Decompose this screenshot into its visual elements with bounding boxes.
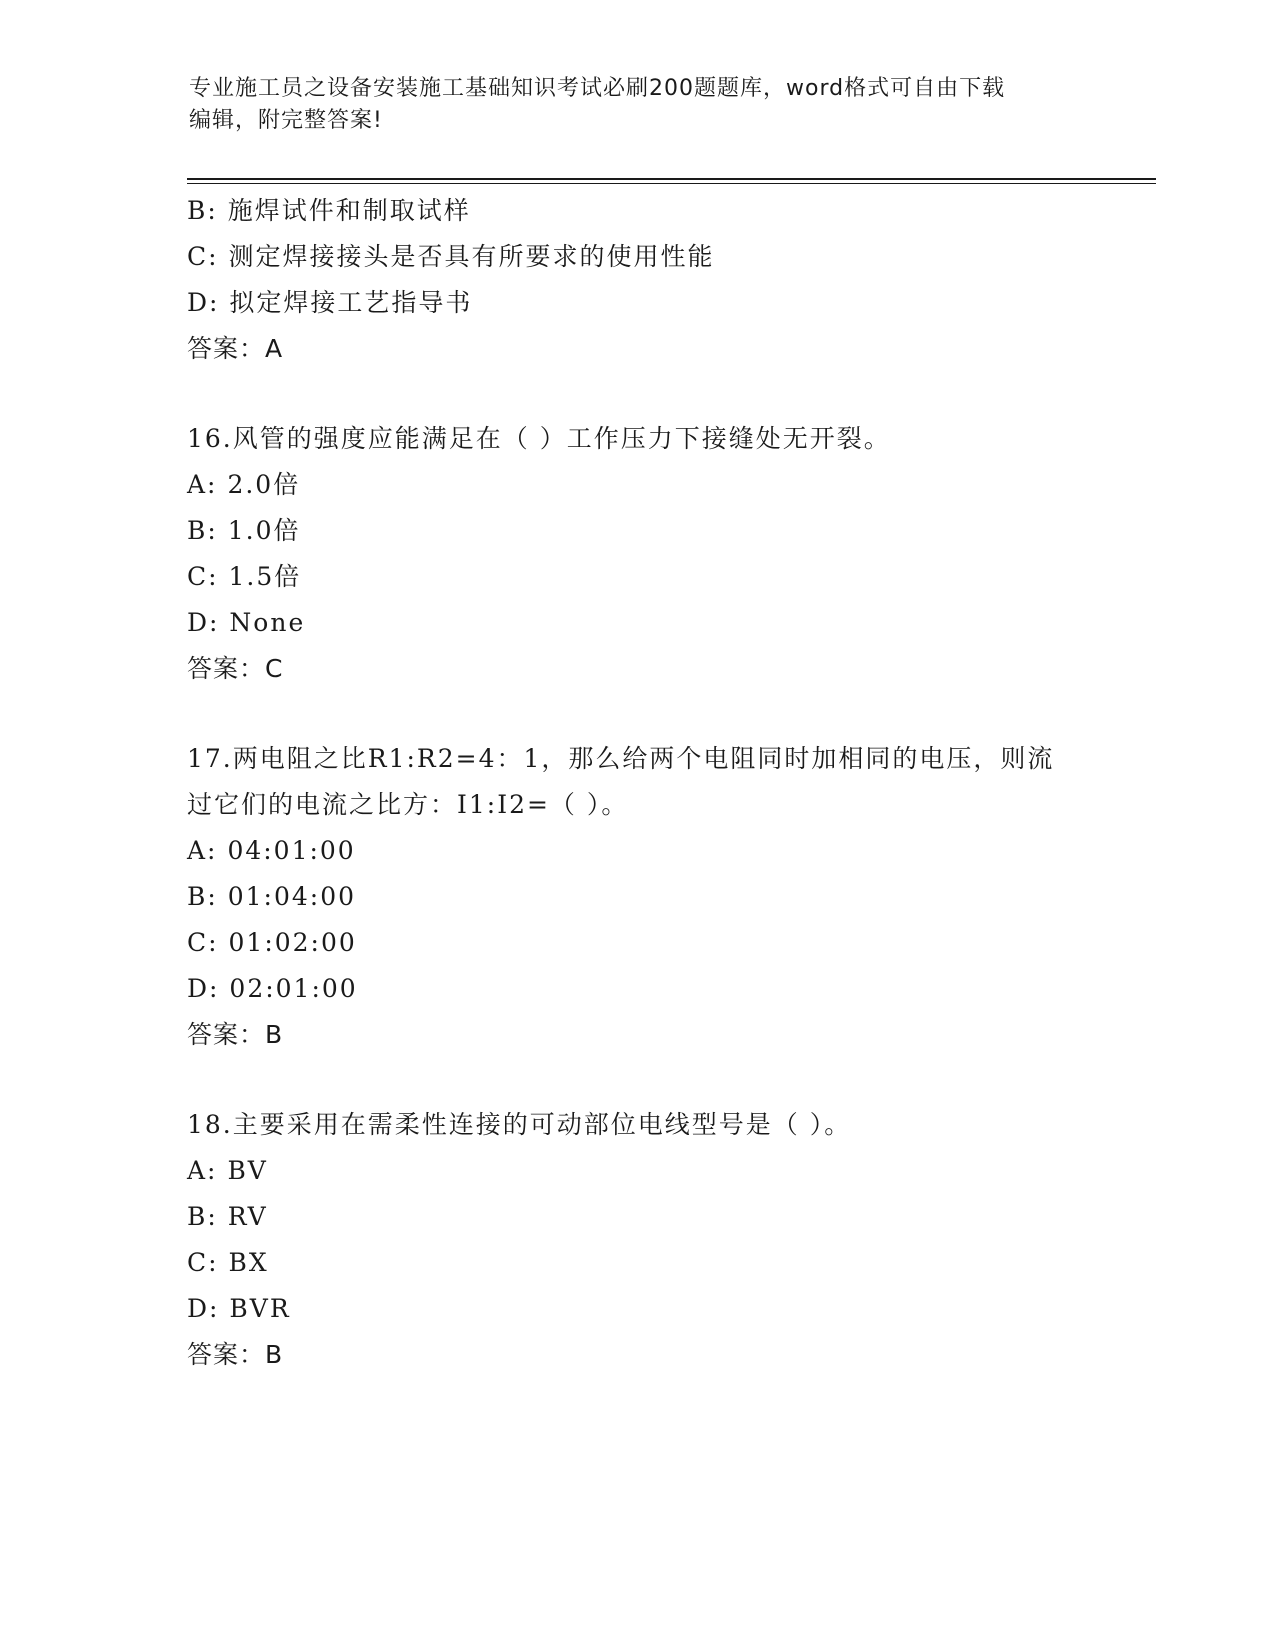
question-15-continuation (187, 188, 1107, 372)
question-16 (187, 416, 1107, 692)
question-list (187, 188, 1107, 1378)
option-b: B: RV (187, 1202, 268, 1231)
question-text-line-1: 17.两电阻之比R1:R2=4：1，那么给两个电阻同时加相同的电压，则流 (187, 744, 1055, 773)
option-b: B: 01:04:00 (187, 882, 357, 911)
option-c: C: BX (187, 1248, 269, 1277)
header-line-2: 编辑，附完整答案! (189, 108, 383, 133)
question-text: 18.主要采用在需柔性连接的可动部位电线型号是（ ）。 (187, 1110, 852, 1139)
question-text-line-2: 过它们的电流之比方：I1:I2=（ ）。 (187, 790, 629, 819)
option-a: A: 04:01:00 (187, 836, 356, 865)
option-d: D: 拟定焊接工艺指导书 (187, 288, 473, 317)
spacer (187, 372, 1107, 416)
option-d: D: None (187, 608, 306, 637)
option-a: A: 2.0倍 (187, 470, 301, 499)
document-header (189, 73, 1089, 137)
answer-line: 答案：B (187, 1340, 284, 1369)
answer-line: 答案：C (187, 654, 284, 683)
question-18 (187, 1102, 1107, 1378)
header-rule-thin (187, 183, 1156, 184)
question-text: 16.风管的强度应能满足在（ ）工作压力下接缝处无开裂。 (187, 424, 891, 453)
option-d: D: BVR (187, 1294, 291, 1323)
spacer (187, 1058, 1107, 1102)
answer-line: 答案：B (187, 1020, 284, 1049)
option-d: D: 02:01:00 (187, 974, 358, 1003)
header-rule-thick (187, 178, 1156, 180)
option-c: C: 测定焊接接头是否具有所要求的使用性能 (187, 242, 715, 271)
option-c: C: 1.5倍 (187, 562, 302, 591)
option-b: B: 施焊试件和制取试样 (187, 196, 471, 225)
question-17 (187, 736, 1107, 1058)
spacer (187, 692, 1107, 736)
option-b: B: 1.0倍 (187, 516, 301, 545)
option-a: A: BV (187, 1156, 268, 1185)
header-line-1: 专业施工员之设备安装施工基础知识考试必刷200题题库，word格式可自由下载 (189, 76, 1006, 101)
option-c: C: 01:02:00 (187, 928, 357, 957)
answer-line: 答案：A (187, 334, 284, 363)
